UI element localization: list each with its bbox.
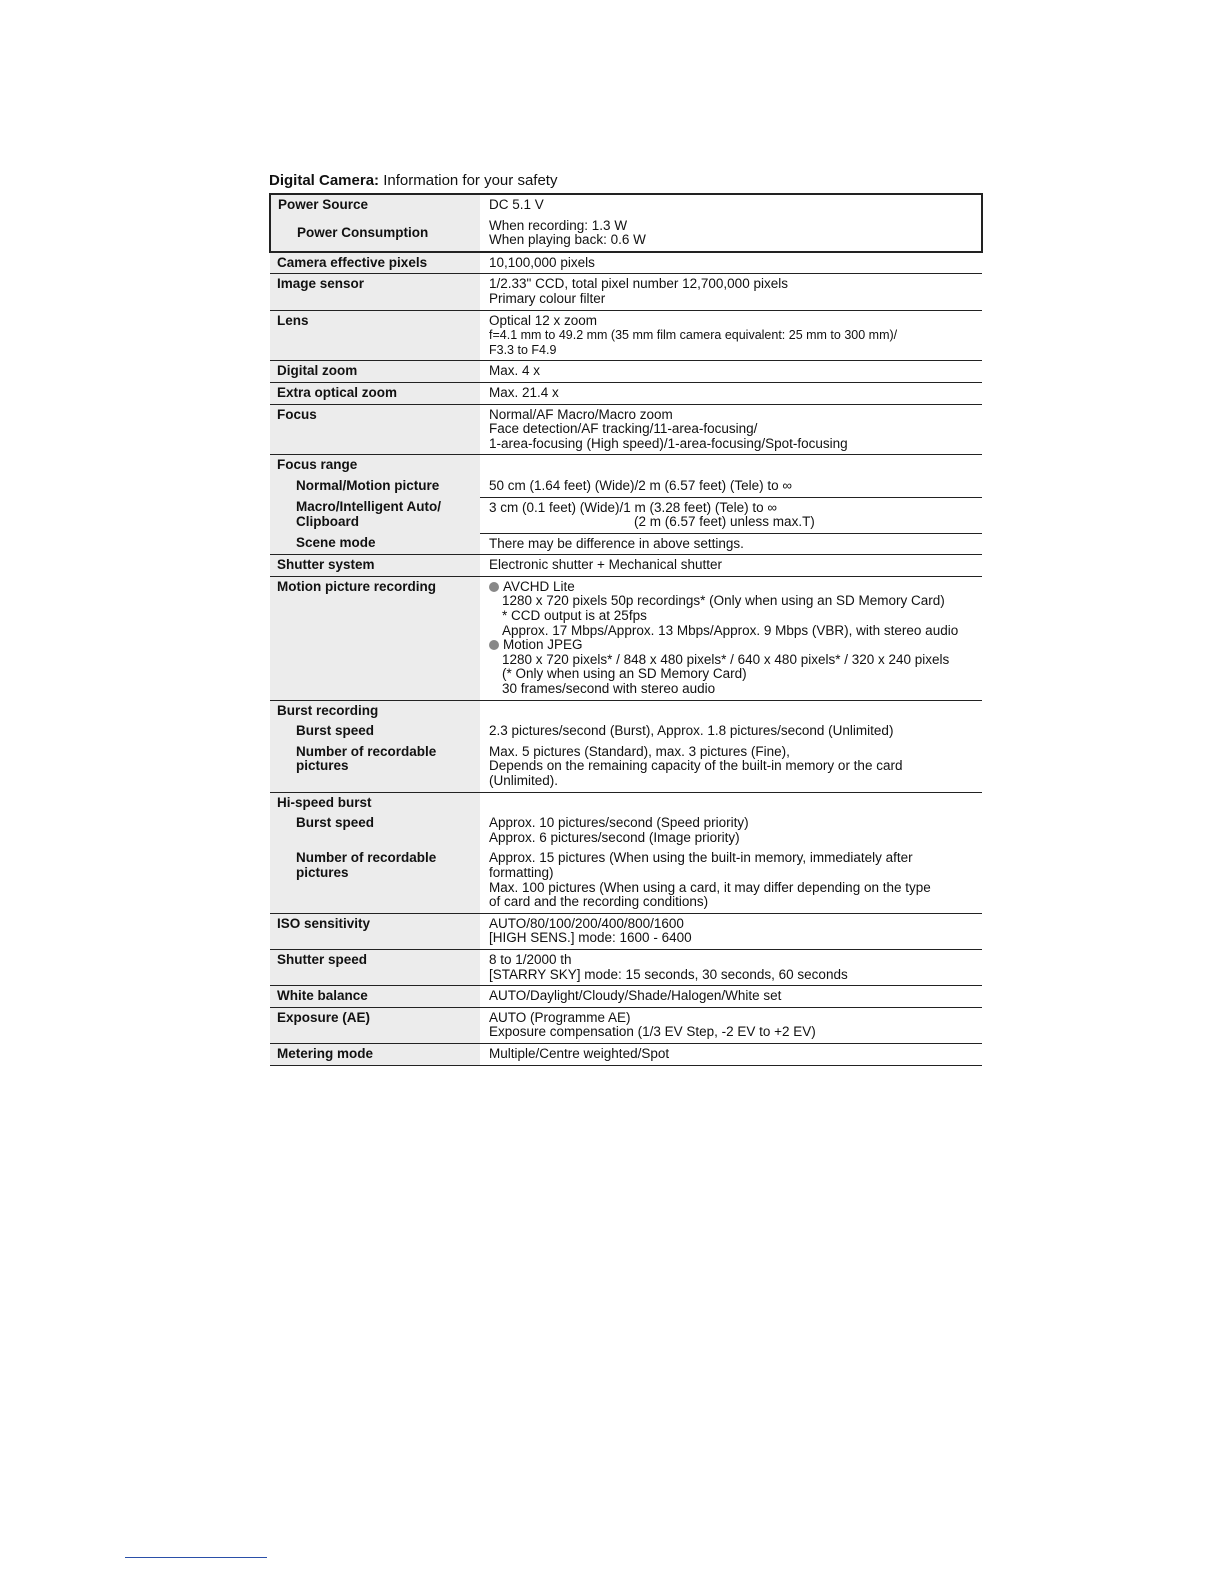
value-line: Face detection/AF tracking/11-area-focusing/ [489,421,758,437]
bullet-icon [489,582,499,592]
burst-count-label [270,742,480,792]
row-hispeed-burst [270,792,982,813]
focus-macro-label [270,497,480,533]
burst-speed-label: Burst speed [270,721,480,742]
hispeed-count-value [480,848,982,913]
label-line: Number of recordable [296,850,437,866]
metering-label: Metering mode [270,1043,480,1065]
row-hispeed-count [270,848,982,913]
bullet-icon [489,640,499,650]
row-power-source [270,194,982,216]
burst-recording-empty [480,700,982,721]
row-motion-picture [270,576,982,700]
value-line: Max. 100 pictures (When using a card, it may differ depending on the type [489,879,931,895]
value-line: Exposure compensation (1/3 EV Step, -2 EV to +2 EV) [489,1024,816,1040]
value-line: Depends on the remaining capacity of the built-in memory or the card [489,758,903,774]
mjpeg-title: Motion JPEG [503,637,583,653]
value-line: F3.3 to F4.9 [489,342,557,357]
value-line: Primary colour filter [489,290,606,306]
mjpeg-heading [489,638,976,653]
focus-normal-value: 50 cm (1.64 feet) (Wide)/2 m (6.57 feet) (Tele) to ∞ [480,476,982,497]
value-line: f=4.1 mm to 49.2 mm (35 mm film camera equivalent: 25 mm to 300 mm)/ [489,328,898,343]
hispeed-count-label [270,848,480,913]
value-line: Approx. 17 Mbps/Approx. 13 Mbps/Approx. 9 Mbps (VBR), with stereo audio [502,622,959,638]
row-lens [270,310,982,361]
value-line: formatting) [489,864,554,880]
row-power-consumption [270,216,982,252]
power-consumption-label: Power Consumption [270,216,480,252]
row-focus-range [270,455,982,476]
value-line: When playing back: 0.6 W [489,232,646,248]
iso-value [480,913,982,949]
focus-scene-value: There may be difference in above settings. [480,533,982,555]
hispeed-burst-empty [480,792,982,813]
row-exposure [270,1007,982,1043]
row-digital-zoom [270,361,982,383]
exposure-value [480,1007,982,1043]
row-focus-scene [270,533,982,555]
row-metering [270,1043,982,1065]
focus-value [480,404,982,455]
image-sensor-value [480,274,982,310]
footnote-divider [125,1557,267,1558]
value-line: (* Only when using an SD Memory Card) [502,666,747,682]
label-line: Number of recordable [296,743,437,759]
focus-scene-label: Scene mode [270,533,480,555]
row-burst-recording [270,700,982,721]
value-line: (Unlimited). [489,773,559,788]
shutter-speed-value [480,949,982,985]
power-source-value: DC 5.1 V [480,194,982,216]
value-line: When recording: 1.3 W [489,217,628,233]
row-hispeed-speed [270,813,982,848]
motion-picture-value [480,576,982,700]
value-line: Optical 12 x zoom [489,312,598,328]
digital-zoom-label: Digital zoom [270,361,480,383]
row-white-balance [270,986,982,1008]
value-line: Max. 5 pictures (Standard), max. 3 pictures (Fine), [489,743,790,759]
lens-value [480,310,982,361]
motion-picture-label: Motion picture recording [270,576,480,700]
shutter-speed-label: Shutter speed [270,949,480,985]
lens-label: Lens [270,310,480,361]
value-line: 1/2.33" CCD, total pixel number 12,700,000 pixels [489,276,788,292]
shutter-system-value: Electronic shutter + Mechanical shutter [480,555,982,577]
value-line: 1280 x 720 pixels* / 848 x 480 pixels* / 640 x 480 pixels* / 320 x 240 pixels [502,651,950,667]
value-line: * CCD output is at 25fps [502,608,647,624]
hispeed-speed-value [480,813,982,848]
label-line: pictures [296,864,349,880]
value-line: 1-area-focusing (High speed)/1-area-focusing/Spot-focusing [489,435,848,451]
value-line: 30 frames/second with stereo audio [502,681,716,697]
white-balance-value: AUTO/Daylight/Cloudy/Shade/Halogen/White set [480,986,982,1008]
extra-optical-zoom-value: Max. 21.4 x [480,382,982,404]
value-line: 8 to 1/2000 th [489,951,572,967]
page-title [269,172,557,190]
row-focus [270,404,982,455]
power-consumption-value [480,216,982,252]
row-extra-optical-zoom [270,382,982,404]
value-line: 3 cm (0.1 feet) (Wide)/1 m (3.28 feet) (Tele) to ∞ [489,499,777,515]
white-balance-label: White balance [270,986,480,1008]
value-line: [STARRY SKY] mode: 15 seconds, 30 seconds, 60 seconds [489,966,848,982]
row-burst-count [270,742,982,792]
value-line: (2 m (6.57 feet) unless max.T) [634,514,815,530]
burst-speed-value: 2.3 pictures/second (Burst), Approx. 1.8 pictures/second (Unlimited) [480,721,982,742]
value-line: Approx. 6 pictures/second (Image priority) [489,829,740,845]
value-line: AUTO/80/100/200/400/800/1600 [489,915,684,931]
row-image-sensor [270,274,982,310]
row-focus-macro [270,497,982,533]
label-line: pictures [296,758,349,774]
focus-range-label: Focus range [270,455,480,476]
shutter-system-label: Shutter system [270,555,480,577]
metering-value: Multiple/Centre weighted/Spot [480,1043,982,1065]
burst-recording-label: Burst recording [270,700,480,721]
avchd-title: AVCHD Lite [503,578,575,594]
focus-normal-label: Normal/Motion picture [270,476,480,497]
row-shutter-speed [270,949,982,985]
extra-optical-zoom-label: Extra optical zoom [270,382,480,404]
digital-zoom-value: Max. 4 x [480,361,982,383]
image-sensor-label: Image sensor [270,274,480,310]
label-line: Clipboard [296,513,359,529]
hispeed-speed-label: Burst speed [270,813,480,848]
spec-table [269,193,983,1066]
avchd-heading [489,580,976,595]
page-title-bold: Digital Camera: [269,172,380,189]
value-line: of card and the recording conditions) [489,894,709,910]
value-line: Approx. 15 pictures (When using the built-in memory, immediately after [489,850,913,866]
value-line: [HIGH SENS.] mode: 1600 - 6400 [489,930,692,946]
effective-pixels-value: 10,100,000 pixels [480,252,982,274]
effective-pixels-label: Camera effective pixels [270,252,480,274]
row-iso [270,913,982,949]
page-title-rest: Information for your safety [379,172,558,189]
label-line: Macro/Intelligent Auto/ [296,499,441,514]
value-line: 1280 x 720 pixels 50p recordings* (Only when using an SD Memory Card) [502,593,945,609]
row-effective-pixels [270,252,982,274]
row-shutter-system [270,555,982,577]
iso-label: ISO sensitivity [270,913,480,949]
row-burst-speed [270,721,982,742]
value-line: Normal/AF Macro/Macro zoom [489,406,673,422]
burst-count-value [480,742,982,792]
focus-label: Focus [270,404,480,455]
value-line: AUTO (Programme AE) [489,1009,631,1025]
focus-range-empty [480,455,982,476]
row-focus-normal [270,476,982,497]
value-line: Approx. 10 pictures/second (Speed priority) [489,815,749,831]
hispeed-burst-label: Hi-speed burst [270,792,480,813]
focus-macro-value [480,497,982,533]
power-source-label: Power Source [270,194,480,216]
exposure-label: Exposure (AE) [270,1007,480,1043]
